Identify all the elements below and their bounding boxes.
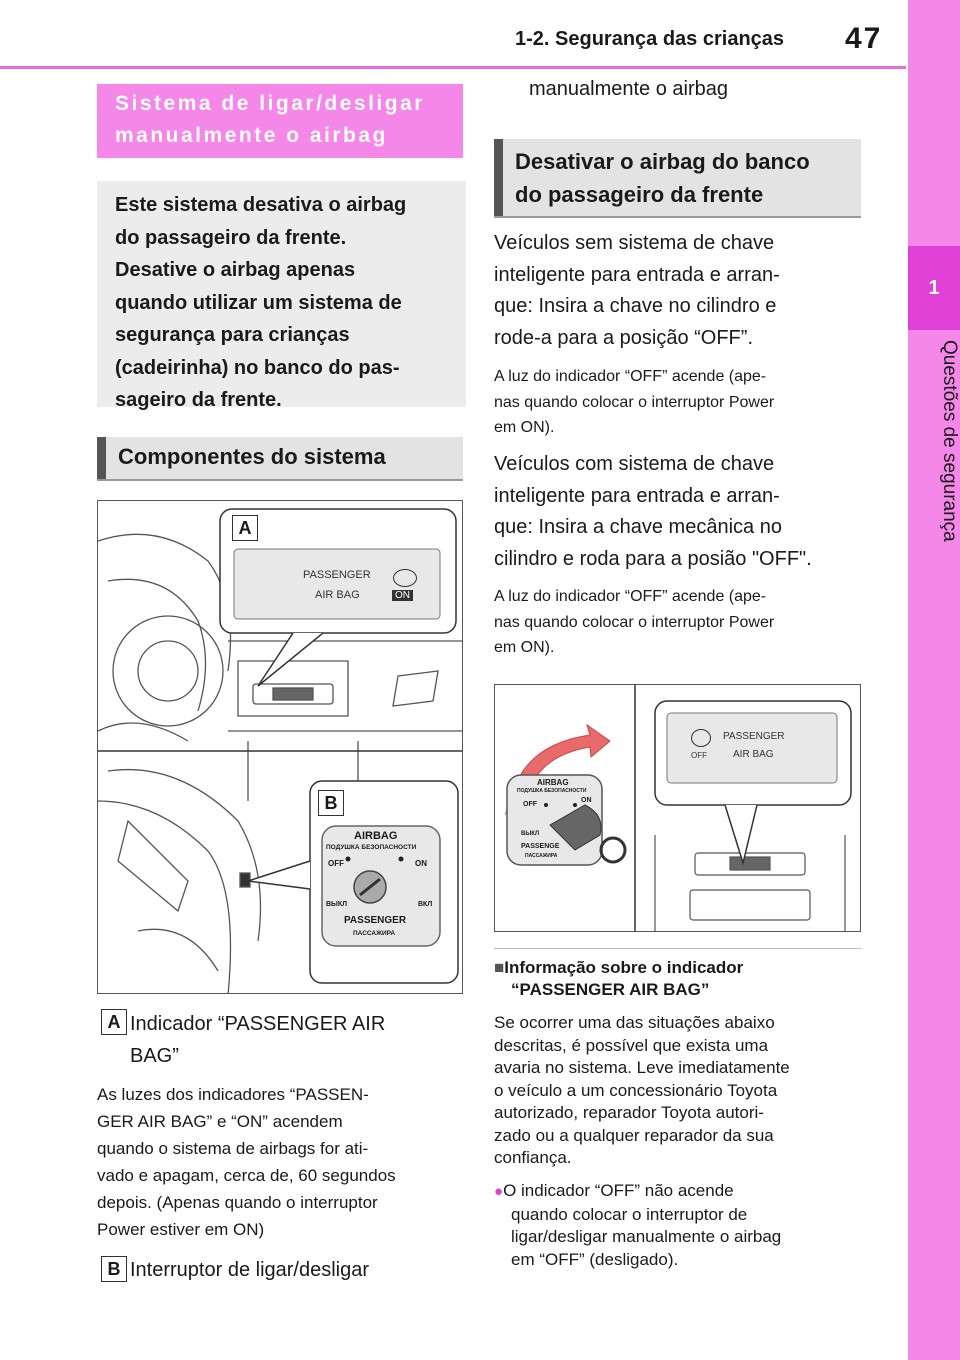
section-banner [97, 84, 463, 158]
desc-line: quando o sistema de airbags for ati- [97, 1139, 369, 1158]
note-line: em ON). [494, 639, 555, 656]
para-smart-key [494, 449, 864, 575]
note-line: em ON). [494, 419, 555, 436]
item-a-description [97, 1081, 467, 1243]
deactivate-heading [494, 139, 861, 218]
item-b-label: Interruptor de ligar/desligar [130, 1259, 370, 1281]
airbag-person-icon [393, 569, 417, 587]
desc-line: depois. (Apenas quando o interruptor [97, 1193, 378, 1212]
para-line: rode-a para a posição “OFF”. [494, 326, 753, 349]
desc-line: vado e apagam, cerca de, 60 segundos [97, 1166, 396, 1185]
info-body [494, 1012, 854, 1170]
switch2-title-ru: ПОДУШКА БЕЗОПАСНОСТИ [517, 788, 587, 794]
intro-line: quando utilizar um sistema de [115, 291, 402, 314]
note-line: A luz do indicador “OFF” acende (ape- [494, 588, 767, 605]
banner-title-line1: Sistema de ligar/desligar [115, 92, 425, 115]
page-number: 47 [845, 22, 883, 55]
switch-passenger: PASSENGER [344, 915, 407, 926]
switch-off-ru: ВЫКЛ [326, 901, 348, 908]
panel-a-airbag: AIR BAG [315, 589, 360, 601]
intro-line: Este sistema desativa o airbag [115, 194, 407, 216]
info-line: Se ocorrer uma das situações abaixo [494, 1013, 775, 1032]
note-line: nas quando colocar o interruptor Power [494, 393, 775, 411]
switch-on-ru: ВКЛ [418, 901, 433, 908]
para-no-smart-key [494, 228, 864, 354]
key-switch-drawing [495, 685, 861, 932]
switch-on: ON [415, 859, 427, 868]
info-line: descritas, é possível que exista uma [494, 1035, 769, 1055]
intro-line: Desative o airbag apenas [115, 259, 356, 281]
bullet-line: O indicador “OFF” não acende [503, 1181, 734, 1200]
panel2-passenger: PASSENGER [723, 731, 785, 742]
continued-text: manualmente o airbag [529, 78, 729, 100]
para-line: inteligente para entrada e arran- [494, 484, 780, 507]
desc-line: GER AIR BAG” e “ON” acendem [97, 1112, 343, 1131]
side-band [908, 0, 960, 1360]
components-heading: Componentes do sistema [97, 437, 463, 481]
panel-a-passenger: PASSENGER [303, 569, 371, 581]
info-line: autorizado, reparador Toyota autori- [494, 1103, 764, 1122]
desc-line: Power estiver em ON) [97, 1220, 265, 1239]
para-line: Veículos sem sistema de chave [494, 232, 775, 254]
components-illustration [97, 500, 463, 994]
bullet-line: ligar/desligar manualmente o airbag [511, 1227, 782, 1246]
banner-title-line2: manualmente o airbag [115, 124, 388, 147]
intro-line: sageiro da frente. [115, 389, 282, 411]
para-line: que: Insira a chave mecânica no [494, 516, 782, 538]
switch2-off: OFF [523, 801, 537, 808]
info-line: avaria no sistema. Leve imediatamente [494, 1058, 790, 1077]
switch2-on: ON [581, 797, 592, 804]
chapter-title [908, 340, 960, 580]
switch2-off-ru: ВЫКЛ [521, 831, 540, 837]
bullet-line: quando colocar o interruptor de [511, 1204, 748, 1224]
bullet-line: em “OFF” (desligado). [511, 1249, 679, 1269]
item-a-marker: A [101, 1009, 127, 1035]
key-switch-illustration [494, 684, 861, 932]
switch2-title: AIRBAG [537, 778, 569, 787]
header-section-title: 1-2. Segurança das crianças [515, 28, 785, 50]
info-heading-marker: ■ [494, 958, 505, 977]
note-line: A luz do indicador “OFF” acende (ape- [494, 368, 767, 385]
para-line: cilindro e roda para a posião "OFF". [494, 547, 812, 570]
header-rule [0, 66, 906, 69]
chapter-tab[interactable] [908, 246, 960, 330]
item-a-label-line2: BAG” [130, 1045, 179, 1067]
switch-title: AIRBAG [354, 830, 398, 842]
bullet-item [494, 1180, 854, 1271]
info-line: confiança. [494, 1148, 572, 1167]
info-line: zado ou a qualquer reparador da sua [494, 1125, 774, 1145]
deactivate-heading-line1: Desativar o airbag do banco [515, 149, 810, 174]
para-line: que: Insira a chave no cilindro e [494, 295, 777, 317]
note-1 [494, 364, 864, 441]
para-line: inteligente para entrada e arran- [494, 263, 780, 286]
intro-line: (cadeirinha) no banco do pas- [115, 356, 400, 379]
callout-a-label: A [232, 515, 258, 541]
switch-passenger-ru: ПАССАЖИРА [353, 930, 396, 937]
item-a-label [130, 1008, 385, 1072]
item-a-label-line1: Indicador “PASSENGER AIR [130, 1013, 386, 1035]
switch-off: OFF [328, 859, 344, 868]
note-2 [494, 584, 864, 661]
item-b-marker: B [101, 1256, 127, 1282]
chapter-number: 1 [928, 276, 940, 299]
intro-line: do passageiro da frente. [115, 226, 347, 249]
deactivate-heading-line2: do passageiro da frente [515, 182, 764, 207]
desc-line: As luzes dos indicadores “PASSEN- [97, 1085, 369, 1104]
switch2-passenger-ru: ПАССАЖИРА [525, 853, 558, 859]
airbag-off-icon [691, 729, 711, 747]
para-line: Veículos com sistema de chave [494, 453, 775, 475]
info-line: o veículo a um concessionário Toyota [494, 1080, 778, 1100]
switch-title-ru: ПОДУШКА БЕЗОПАСНОСТИ [326, 844, 417, 851]
switch2-passenger: PASSENGE [521, 843, 560, 850]
panel2-off: OFF [691, 751, 707, 760]
section-divider [494, 948, 861, 949]
bullet-marker: ● [494, 1183, 504, 1200]
intro-box [97, 181, 466, 411]
panel2-airbag: AIR BAG [733, 749, 774, 760]
callout-b-label: B [318, 790, 344, 816]
note-line: nas quando colocar o interruptor Power [494, 613, 775, 631]
info-heading-line1: Informação sobre o indicador [504, 958, 744, 977]
panel-a-on-badge: ON [392, 590, 413, 601]
info-heading-line2: “PASSENGER AIR BAG” [511, 980, 710, 999]
intro-line: segurança para crianças [115, 324, 350, 346]
chapter-title-text: Questões de segurança [939, 340, 960, 542]
info-heading [494, 957, 854, 1001]
